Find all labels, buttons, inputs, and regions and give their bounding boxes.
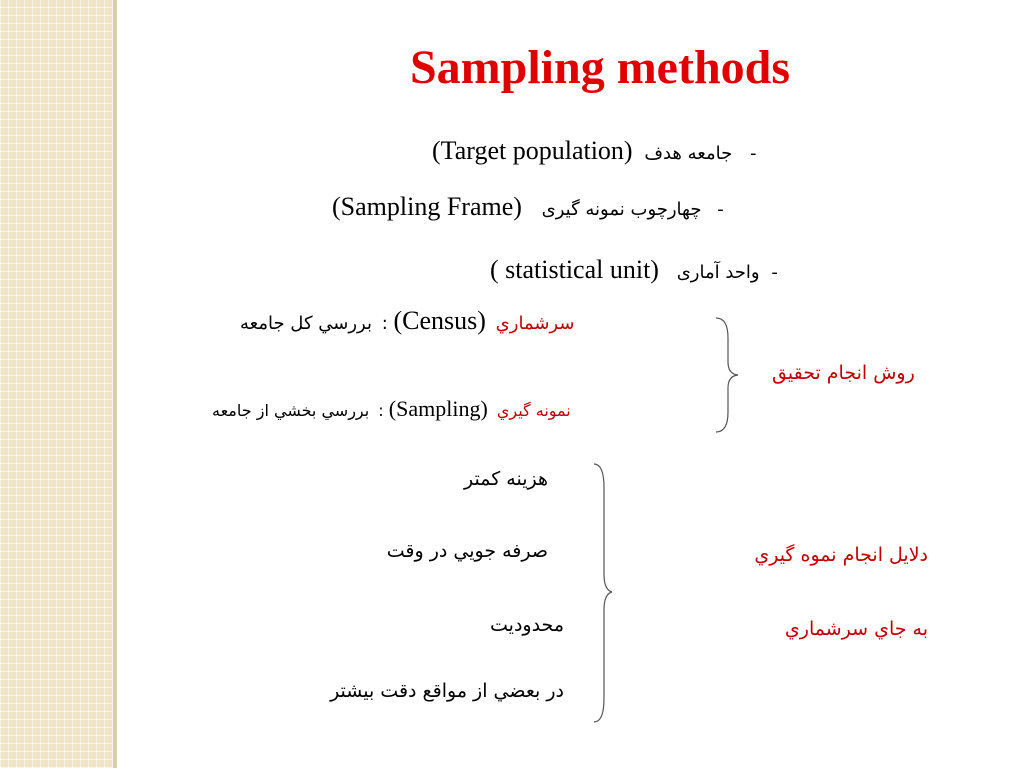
reasons-label-continued: به جاي سرشماري <box>784 618 928 640</box>
method-name: سرشماري <box>495 313 575 334</box>
research-methods-label: روش انجام تحقيق <box>772 362 915 384</box>
reason-item: در بعضي از مواقع دقت بيشتر <box>330 680 564 702</box>
method-name: نمونه گيري <box>496 401 571 420</box>
research-methods-brace <box>712 316 742 434</box>
method-separator: : <box>378 401 384 420</box>
slide-title: Sampling methods <box>409 41 791 94</box>
definition-dash: - <box>771 262 778 283</box>
definition-sampling-frame <box>332 192 724 222</box>
definition-en: (Target population) <box>432 136 633 165</box>
definition-en: (Sampling Frame) <box>332 192 522 221</box>
reason-item: هزينه كمتر <box>464 468 548 490</box>
method-description: بررسي بخشي از جامعه <box>212 401 370 420</box>
method-separator: : <box>381 313 388 334</box>
reasons-brace <box>590 462 616 726</box>
method-description: بررسي كل جامعه <box>240 313 372 334</box>
reasons-label: دلايل انجام نموه گيري <box>754 544 928 566</box>
method-en: (Sampling) <box>388 396 488 421</box>
method-row-census <box>240 306 574 336</box>
definition-dash: - <box>717 199 724 220</box>
definition-dash: - <box>749 143 757 164</box>
decorative-sidebar <box>0 0 113 768</box>
definition-statistical-unit <box>490 255 778 285</box>
reason-item: محدوديت <box>490 614 564 636</box>
method-row-sampling <box>212 396 571 422</box>
definition-fa: چهارچوب نمونه گیری <box>541 199 702 220</box>
definition-fa: جامعه هدف <box>644 143 733 164</box>
reason-item: صرفه جويي در وقت <box>386 540 548 562</box>
definition-en: ( statistical unit) <box>490 255 659 284</box>
method-en: (Census) <box>393 306 486 335</box>
definition-target-population <box>432 136 756 166</box>
sidebar-edge <box>113 0 117 768</box>
definition-fa: واحد آماری <box>676 262 760 283</box>
